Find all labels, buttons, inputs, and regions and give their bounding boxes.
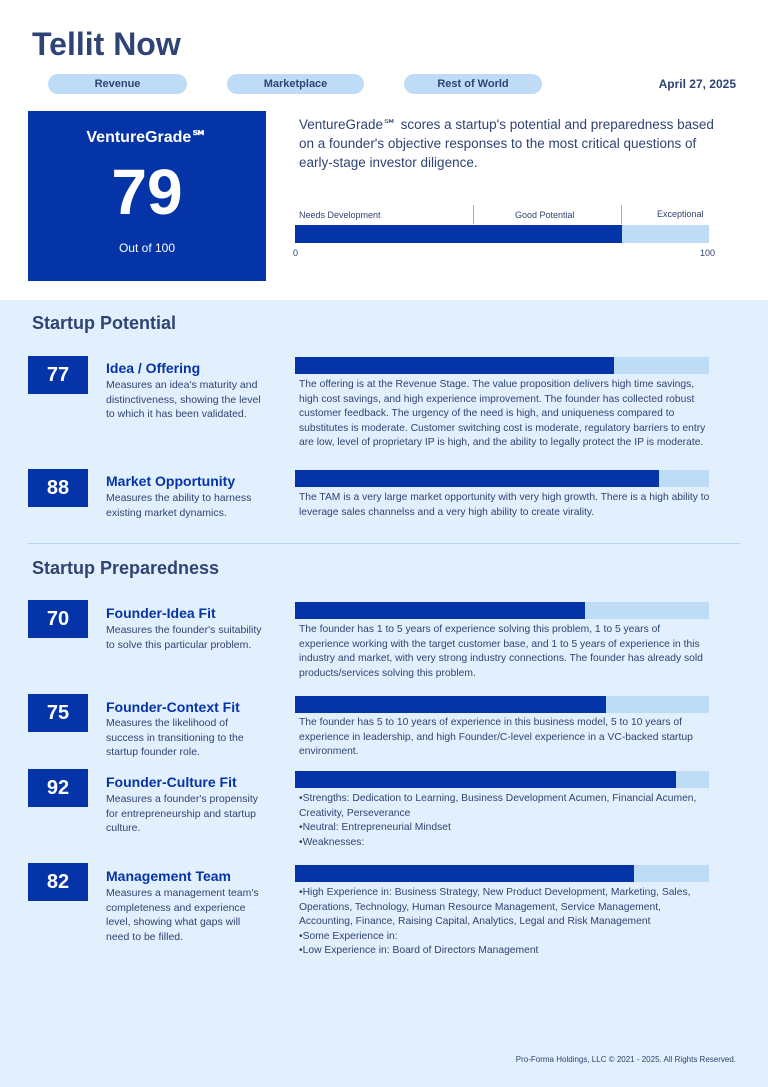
- venture-grade-box: [28, 111, 266, 281]
- axis-max: 100: [700, 248, 716, 258]
- metric-description-idea: Measures an idea's maturity and distinctiveness, showing the level to which it has been validated.: [106, 379, 261, 420]
- metric-detail-founder-culture: [299, 792, 711, 850]
- metric-name-idea: Idea / Offering: [106, 360, 201, 376]
- venture-grade-bar-fill: [295, 225, 622, 243]
- scale-label-exceptional: Exceptional: [657, 209, 704, 219]
- metric-bar-fill-management: [295, 865, 634, 882]
- score-badge-founder-idea: 70: [28, 600, 88, 638]
- metric-bar-market: [295, 470, 709, 487]
- list-item: • Low Experience in: Board of Directors Management: [299, 944, 711, 959]
- list-item: • High Experience in: Business Strategy, New Product Development, Marketing, Sales, Operations, Technology, Human Resource Management, Service Management, Accounting, Finance, Raising Capital, Analytics, Legal and Risk Management: [299, 886, 711, 930]
- score-badge-management: 82: [28, 863, 88, 901]
- section-title-potential: Startup Potential: [32, 313, 177, 333]
- metric-detail-market: The TAM is a very large market opportunity with very high growth. There is a high ability to leverage sales channelss and a very high ability to create virality.: [299, 492, 710, 518]
- metric-detail-founder-context: The founder has 5 to 10 years of experience in this business model, 5 to 10 years of experience in leadership, and high Founder/C-level experience in a VC-backed startup environment.: [299, 717, 693, 757]
- metric-bar-founder-culture: [295, 771, 709, 788]
- tag-revenue: Revenue: [48, 74, 187, 94]
- section-divider: [28, 543, 740, 544]
- score-badge-idea: 77: [28, 356, 88, 394]
- company-title: Tellit Now: [32, 26, 181, 62]
- score-badge-founder-context: 75: [28, 694, 88, 732]
- metric-name-founder-culture: Founder-Culture Fit: [106, 774, 237, 790]
- scale-label-needs-development: Needs Development: [299, 210, 381, 220]
- metric-name-founder-context: Founder-Context Fit: [106, 699, 240, 715]
- venture-grade-bar: [295, 225, 709, 243]
- venture-grade-score: 79: [111, 156, 183, 228]
- metric-bar-founder-idea: [295, 602, 709, 619]
- metric-description-founder-context: Measures the likelihood of success in transitioning to the startup founder role.: [106, 717, 244, 758]
- metric-bar-fill-founder-idea: [295, 602, 585, 619]
- axis-min: 0: [293, 248, 299, 258]
- section-title-preparedness: Startup Preparedness: [32, 558, 220, 578]
- metric-description-market: Measures the ability to harness existing market dynamics.: [106, 492, 252, 519]
- score-badge-founder-culture: 92: [28, 769, 88, 807]
- metric-bar-fill-market: [295, 470, 659, 487]
- metric-bar-founder-context: [295, 696, 709, 713]
- header-area: [0, 0, 768, 300]
- list-item: • Some Experience in:: [299, 930, 711, 945]
- tag-marketplace: Marketplace: [227, 74, 364, 94]
- metric-bar-fill-founder-culture: [295, 771, 676, 788]
- metric-name-founder-idea: Founder-Idea Fit: [106, 605, 216, 621]
- venture-grade-out-of: Out of 100: [118, 241, 176, 255]
- venture-grade-description: VentureGrade℠ scores a startup's potential and preparedness based on a founder's objective responses to the most critical questions of early-stage investor diligence.: [299, 117, 714, 170]
- metric-bar-fill-idea: [295, 357, 614, 374]
- metric-detail-idea: The offering is at the Revenue Stage. The value proposition delivers high time savings, high cost savings, and high experience improvement. The founder has collected robust customer feedback. The urgency of the need is high, and uniqueness compared to substitutes is moderate. Customer switching cost is moderate, regulatory barriers to entry are low, level of proprietary IP is high, and the ability to legally protect the IP is moderate.: [299, 379, 706, 448]
- tag-region: Rest of World: [404, 74, 542, 94]
- list-item: • Strengths: Dedication to Learning, Business Development Acumen, Financial Acumen, Creativity, Perseverance: [299, 792, 711, 821]
- metric-bar-idea: [295, 357, 709, 374]
- scale-divider: [473, 205, 474, 224]
- report-date: April 27, 2025: [658, 77, 736, 91]
- metric-description-founder-culture: Measures a founder's propensity for entrepreneurship and startup culture.: [106, 793, 259, 834]
- footer-copyright: Pro-Forma Holdings, LLC © 2021 - 2025. All Rights Reserved.: [515, 1055, 736, 1064]
- list-item: • Neutral: Entrepreneurial Mindset: [299, 821, 711, 836]
- metric-name-management: Management Team: [106, 868, 231, 884]
- score-badge-market: 88: [28, 469, 88, 507]
- scale-divider: [621, 205, 622, 224]
- scale-label-good-potential: Good Potential: [515, 210, 575, 220]
- metric-bar-fill-founder-context: [295, 696, 606, 713]
- metric-detail-management: [299, 886, 711, 959]
- metric-description-founder-idea: Measures the founder's suitability to solve this particular problem.: [106, 624, 262, 651]
- metric-bar-management: [295, 865, 709, 882]
- metric-detail-founder-idea: The founder has 1 to 5 years of experience solving this problem, 1 to 5 years of experience working with the target customer base, and 1 to 5 years of experience in this industry and market, with very strong industry connections. The founder has already sold products/services solving this problem.: [299, 624, 703, 679]
- metric-name-market: Market Opportunity: [106, 473, 236, 489]
- list-item: • Weaknesses:: [299, 836, 711, 851]
- venture-grade-label: VentureGrade℠: [86, 129, 208, 146]
- metric-description-management: Measures a management team's completeness and experience level, showing what gaps will need to be filled.: [106, 887, 259, 943]
